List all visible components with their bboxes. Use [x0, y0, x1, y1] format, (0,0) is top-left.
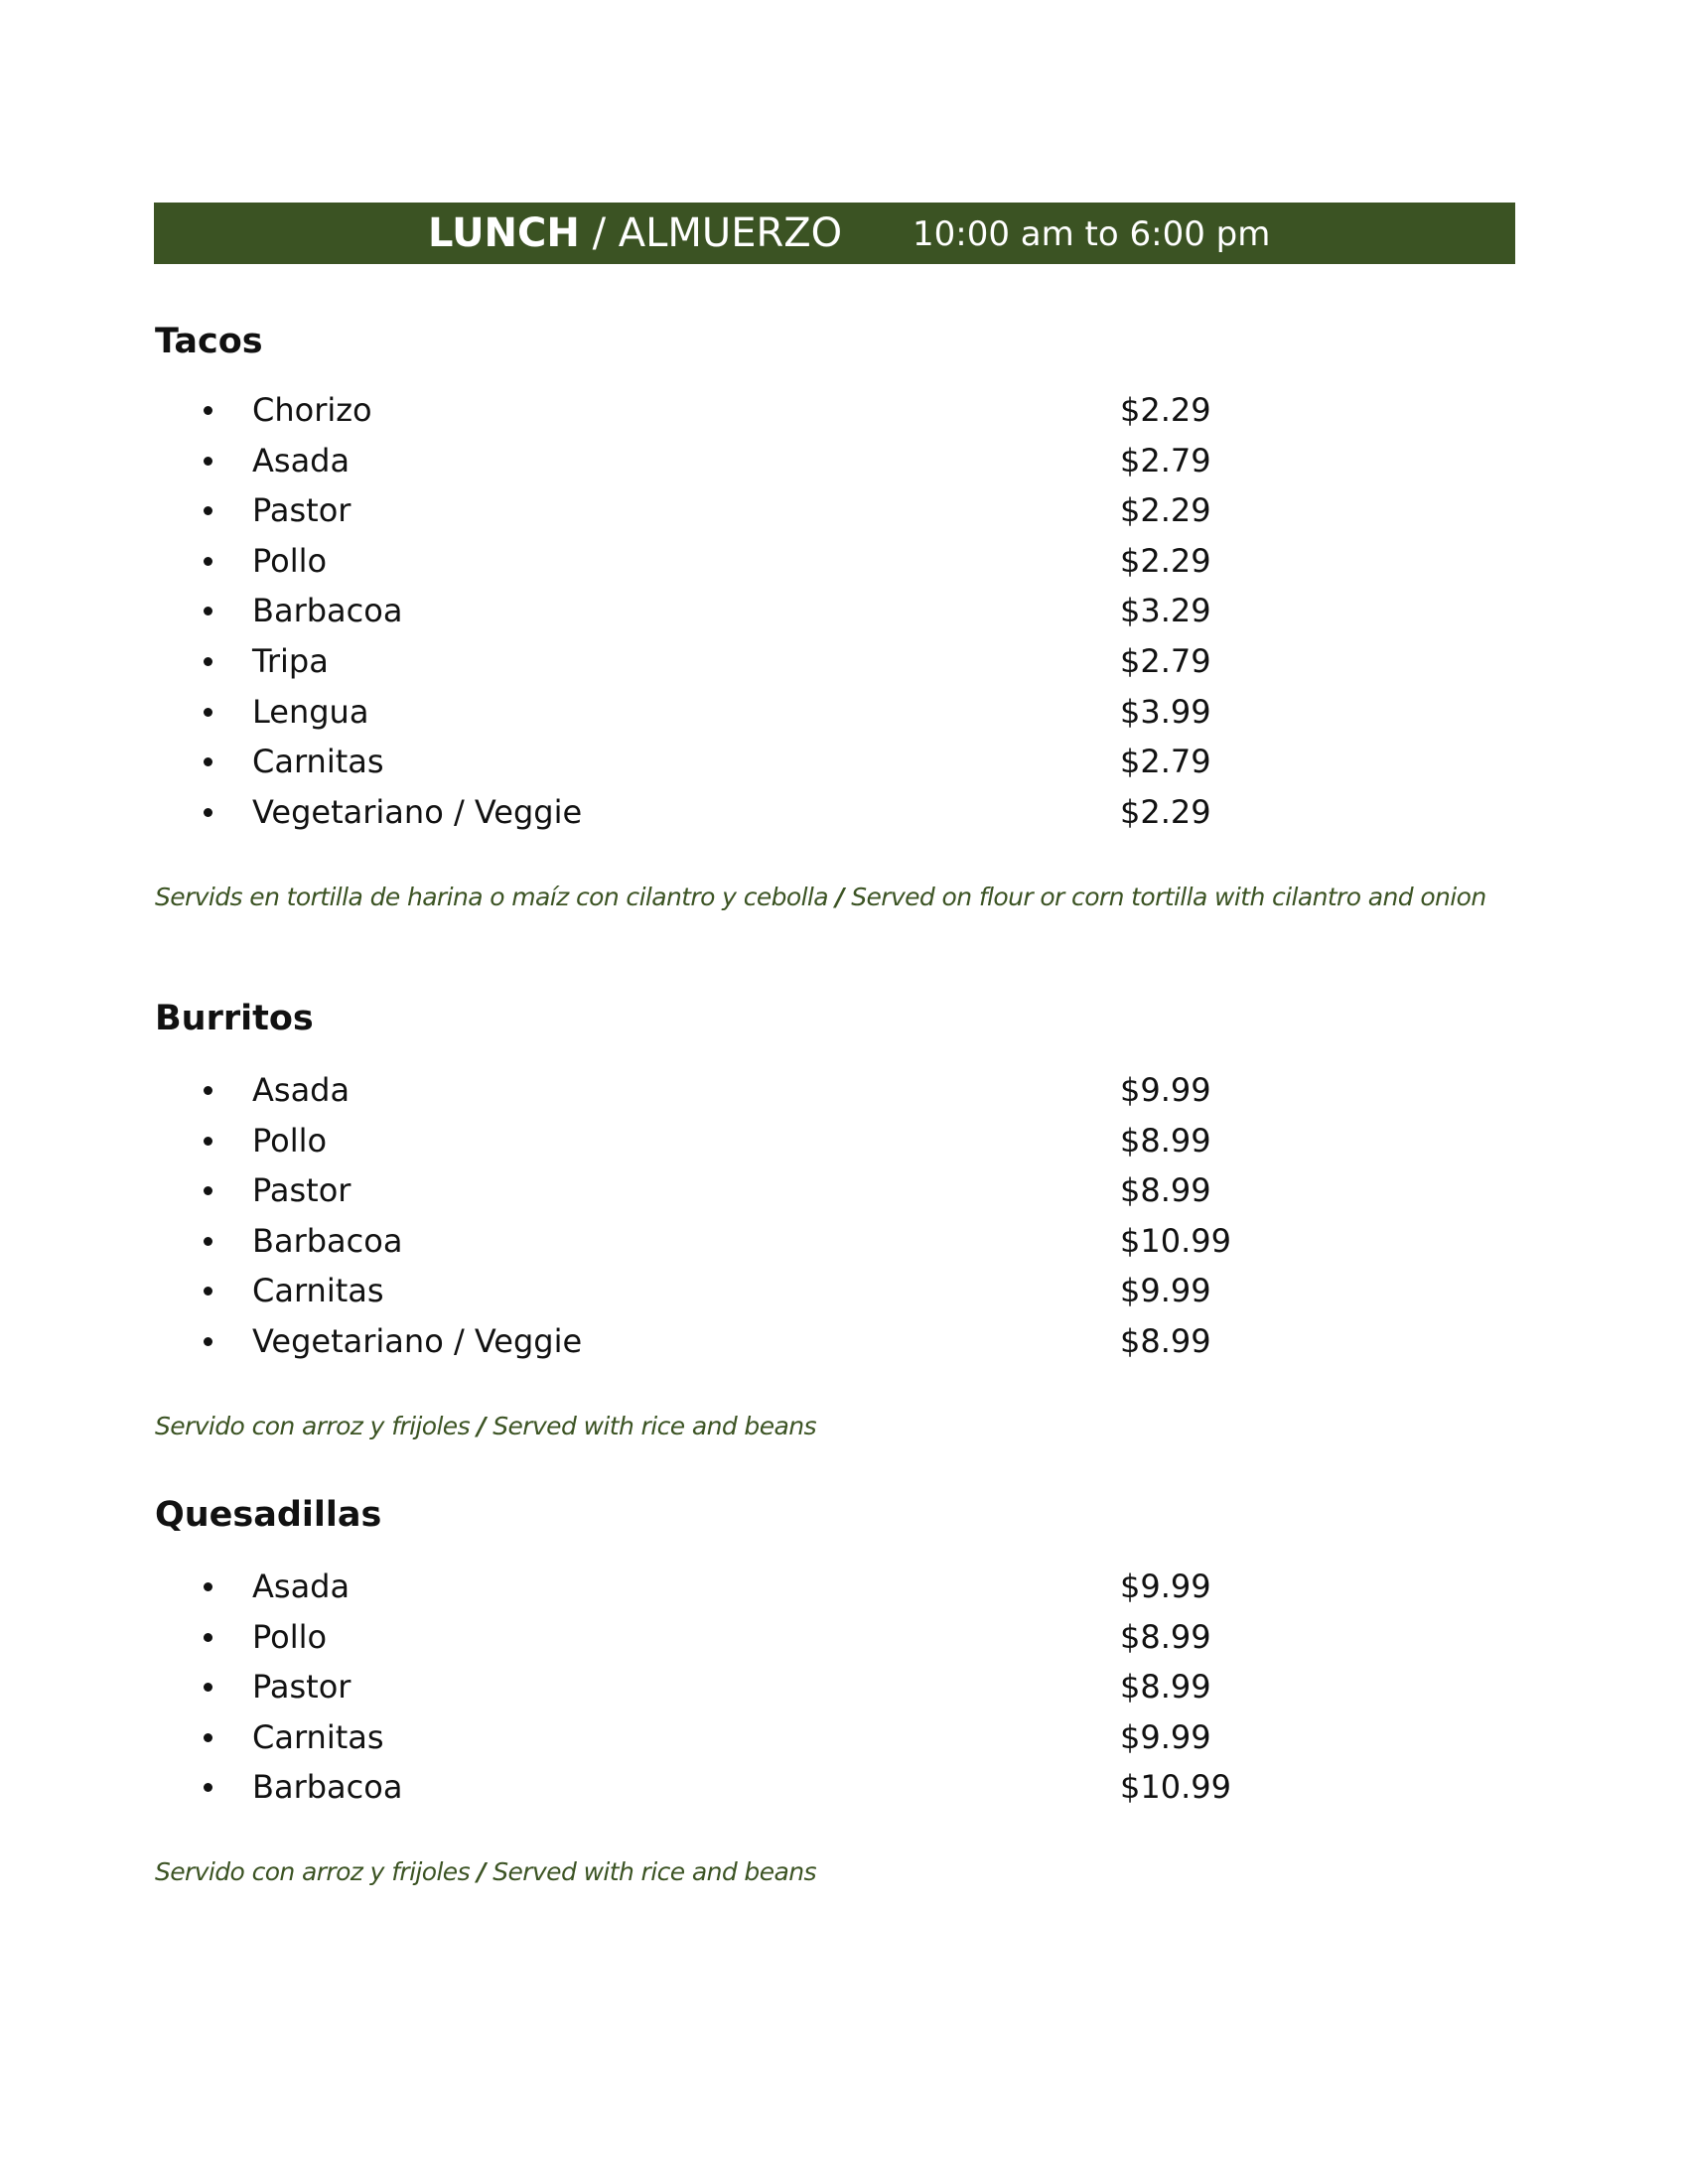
bullet-icon — [204, 808, 212, 817]
note-separator: / — [477, 1857, 486, 1886]
item-name: Lengua — [252, 692, 369, 731]
item-name: Asada — [252, 1568, 351, 1605]
item-name: Carnitas — [252, 1272, 384, 1310]
item-price: $8.99 — [1120, 1171, 1211, 1210]
item-name: Tripa — [252, 642, 329, 680]
bullet-icon — [204, 1683, 212, 1692]
item-name: Pastor — [252, 1171, 352, 1210]
note-separator: / — [835, 883, 844, 911]
bullet-icon — [204, 1337, 212, 1346]
bullet-icon — [204, 757, 212, 766]
bullet-icon — [204, 657, 212, 666]
bullet-icon — [204, 1783, 212, 1792]
item-name: Vegetariano / Veggie — [252, 792, 583, 831]
bullet-icon — [204, 557, 212, 566]
section-note-tacos — [155, 882, 1486, 913]
menu-item — [0, 386, 1688, 436]
menu-item — [0, 738, 1688, 787]
section-heading-quesadillas: Quesadillas — [155, 1495, 382, 1535]
section-note-quesadillas — [155, 1856, 816, 1888]
item-name: Barbacoa — [252, 1221, 403, 1260]
item-name: Pastor — [252, 491, 352, 530]
menu-item — [0, 1563, 1688, 1612]
section-heading-burritos: Burritos — [155, 999, 314, 1038]
bullet-icon — [204, 1287, 212, 1296]
item-name: Barbacoa — [252, 1768, 403, 1807]
item-price: $2.79 — [1120, 642, 1211, 680]
menu-item — [0, 587, 1688, 636]
item-name: Pastor — [252, 1668, 352, 1706]
bullet-icon — [204, 708, 212, 717]
menu-item — [0, 788, 1688, 838]
bullet-icon — [204, 1137, 212, 1146]
menu-item — [0, 1663, 1688, 1712]
item-price: $10.99 — [1120, 1221, 1231, 1260]
item-price: $2.79 — [1120, 743, 1211, 781]
item-price: $9.99 — [1120, 1272, 1211, 1310]
section-note-burritos — [155, 1411, 816, 1442]
menu-item — [0, 1317, 1688, 1367]
bullet-icon — [204, 607, 212, 615]
item-price: $3.29 — [1120, 592, 1211, 630]
item-price: $9.99 — [1120, 1717, 1211, 1756]
item-price: $9.99 — [1120, 1071, 1211, 1109]
menu-item — [0, 1267, 1688, 1316]
item-price: $8.99 — [1120, 1322, 1211, 1360]
item-price: $10.99 — [1120, 1768, 1231, 1807]
note-en: Served with rice and beans — [485, 1857, 816, 1886]
item-price: $8.99 — [1120, 1617, 1211, 1656]
section-heading-tacos: Tacos — [155, 322, 263, 361]
item-price: $2.29 — [1120, 792, 1211, 831]
item-price: $8.99 — [1120, 1668, 1211, 1706]
item-name: Pollo — [252, 1617, 328, 1656]
menu-item — [0, 1613, 1688, 1663]
note-en: Served with rice and beans — [485, 1412, 816, 1440]
item-name: Carnitas — [252, 743, 384, 781]
banner-title-almuerzo: / ALMUERZO — [579, 210, 843, 256]
note-en: Served on flour or corn tortilla with cilantro and onion — [843, 883, 1486, 911]
item-name: Chorizo — [252, 391, 372, 429]
bullet-icon — [204, 1733, 212, 1742]
item-name: Asada — [252, 441, 351, 479]
menu-item — [0, 637, 1688, 687]
item-name: Asada — [252, 1071, 351, 1109]
item-price: $8.99 — [1120, 1121, 1211, 1160]
menu-item — [0, 537, 1688, 587]
banner-hours: 10:00 am to 6:00 pm — [913, 214, 1271, 254]
note-separator: / — [477, 1412, 486, 1440]
menu-item — [0, 1066, 1688, 1116]
menu-item — [0, 1117, 1688, 1166]
menu-item — [0, 486, 1688, 536]
item-name: Barbacoa — [252, 592, 403, 630]
item-price: $2.29 — [1120, 541, 1211, 580]
menu-banner — [154, 203, 1515, 264]
bullet-icon — [204, 1186, 212, 1195]
item-name: Carnitas — [252, 1717, 384, 1756]
menu-item — [0, 1166, 1688, 1216]
item-name: Pollo — [252, 1121, 328, 1160]
banner-title-lunch: LUNCH — [428, 210, 580, 256]
menu-item — [0, 437, 1688, 486]
bullet-icon — [204, 1582, 212, 1591]
bullet-icon — [204, 1237, 212, 1246]
banner-title — [428, 210, 842, 256]
menu-item — [0, 1763, 1688, 1813]
bullet-icon — [204, 1633, 212, 1642]
note-es: Servido con arroz y frijoles — [155, 1412, 478, 1440]
item-price: $2.29 — [1120, 391, 1211, 429]
bullet-icon — [204, 1086, 212, 1095]
bullet-icon — [204, 406, 212, 415]
menu-item — [0, 1713, 1688, 1763]
item-name: Pollo — [252, 541, 328, 580]
item-price: $2.79 — [1120, 441, 1211, 479]
bullet-icon — [204, 506, 212, 515]
menu-item — [0, 688, 1688, 738]
item-price: $9.99 — [1120, 1568, 1211, 1605]
item-price: $3.99 — [1120, 692, 1211, 731]
note-es: Servido con arroz y frijoles — [155, 1857, 478, 1886]
bullet-icon — [204, 457, 212, 466]
note-es: Servids en tortilla de harina o maíz con cilantro y cebolla — [155, 883, 836, 911]
item-price: $2.29 — [1120, 491, 1211, 530]
menu-item — [0, 1217, 1688, 1267]
item-name: Vegetariano / Veggie — [252, 1322, 583, 1360]
